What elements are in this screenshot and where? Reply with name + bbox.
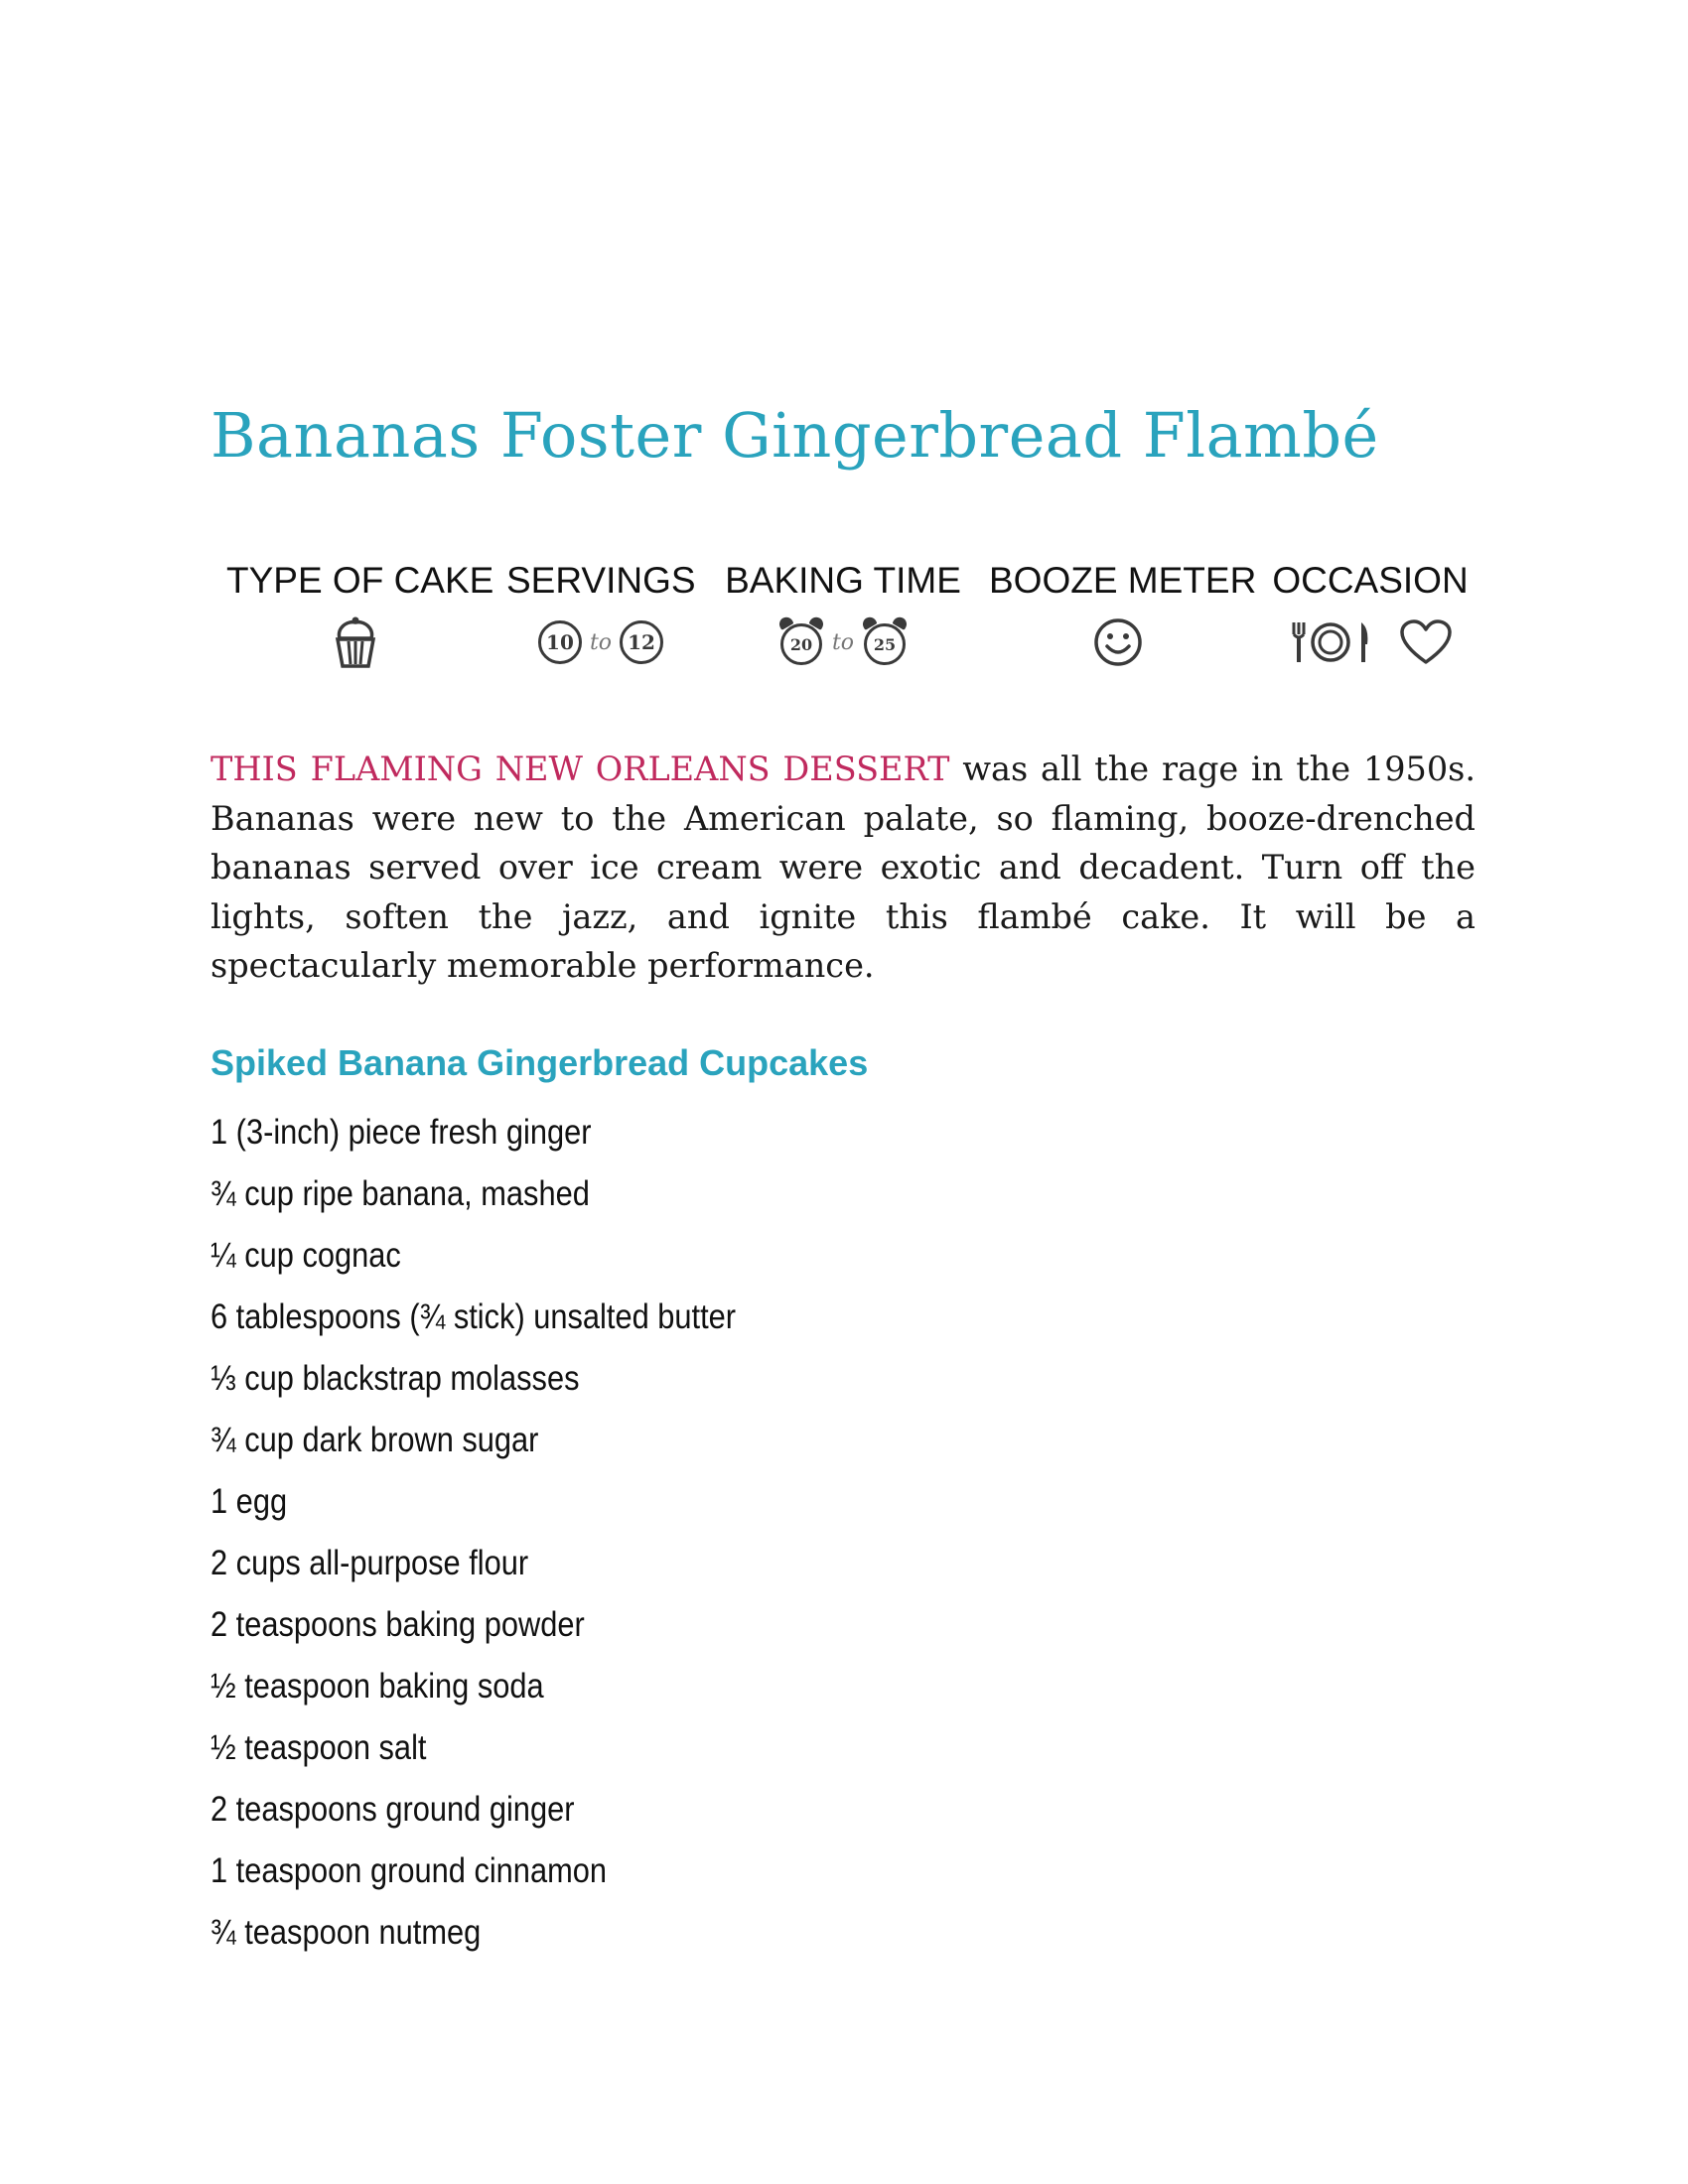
heart-icon — [1399, 618, 1453, 666]
ingredient-item: ¾ teaspoon nutmeg — [211, 1913, 482, 1952]
baking-time-min: 20 — [780, 623, 822, 665]
ingredient-item: 1 teaspoon ground cinnamon — [211, 1851, 607, 1890]
baking-time-max: 25 — [864, 623, 906, 665]
occasion-label: OCCASION — [1272, 560, 1469, 601]
recipe-meta-bar — [0, 558, 1688, 677]
ingredient-item: 2 teaspoons ground ginger — [211, 1790, 575, 1829]
ingredient-item: 2 teaspoons baking powder — [211, 1605, 585, 1644]
cupcake-icon — [331, 614, 380, 670]
servings-connector: to — [589, 629, 613, 655]
page-title: Bananas Foster Gingerbread Flambé — [211, 399, 1379, 472]
alarm-clock-icon — [862, 617, 908, 667]
baking-time-connector: to — [831, 629, 855, 655]
ingredient-item: ½ teaspoon baking soda — [211, 1667, 544, 1706]
ingredient-item: 6 tablespoons (¾ stick) unsalted butter — [211, 1297, 737, 1336]
ingredient-item: ⅓ cup blackstrap molasses — [211, 1359, 580, 1398]
intro-lead: THIS FLAMING NEW ORLEANS DESSERT — [211, 750, 950, 788]
baking-time-label: BAKING TIME — [725, 560, 961, 601]
servings-label: SERVINGS — [506, 560, 696, 601]
servings — [506, 558, 695, 673]
servings-min: 10 — [538, 620, 582, 664]
booze-meter — [989, 558, 1257, 673]
section-title: Spiked Banana Gingerbread Cupcakes — [211, 1042, 869, 1083]
intro-paragraph — [211, 745, 1476, 991]
occasion — [1271, 558, 1470, 673]
alarm-clock-icon — [778, 617, 824, 667]
ingredient-item: 1 (3-inch) piece fresh ginger — [211, 1113, 592, 1152]
type-of-cake-label: TYPE OF CAKE — [226, 560, 494, 601]
ingredient-item: ¾ cup ripe banana, mashed — [211, 1174, 590, 1213]
type-of-cake — [226, 558, 494, 673]
ingredient-list — [211, 1102, 807, 1964]
ingredient-item: ¼ cup cognac — [211, 1236, 401, 1275]
baking-time — [719, 558, 967, 673]
booze-meter-label: BOOZE METER — [989, 560, 1257, 601]
ingredient-item: ¾ cup dark brown sugar — [211, 1421, 539, 1459]
servings-max: 12 — [620, 620, 663, 664]
ingredient-item: 1 egg — [211, 1482, 288, 1521]
place-setting-icon — [1288, 616, 1373, 668]
ingredient-item: ½ teaspoon salt — [211, 1728, 427, 1767]
smiley-face-icon — [1092, 616, 1144, 668]
ingredient-item: 2 cups all-purpose flour — [211, 1544, 529, 1582]
intro-body: was all the rage in the 1950s. Bananas were new to the American palate, so flaming, booze-drenched bananas served over ice cream were exotic and decadent. Turn off the lights, soften the jazz, and ignite this flambé cake. It will be a spectacularly memorable performance. — [211, 750, 1476, 985]
